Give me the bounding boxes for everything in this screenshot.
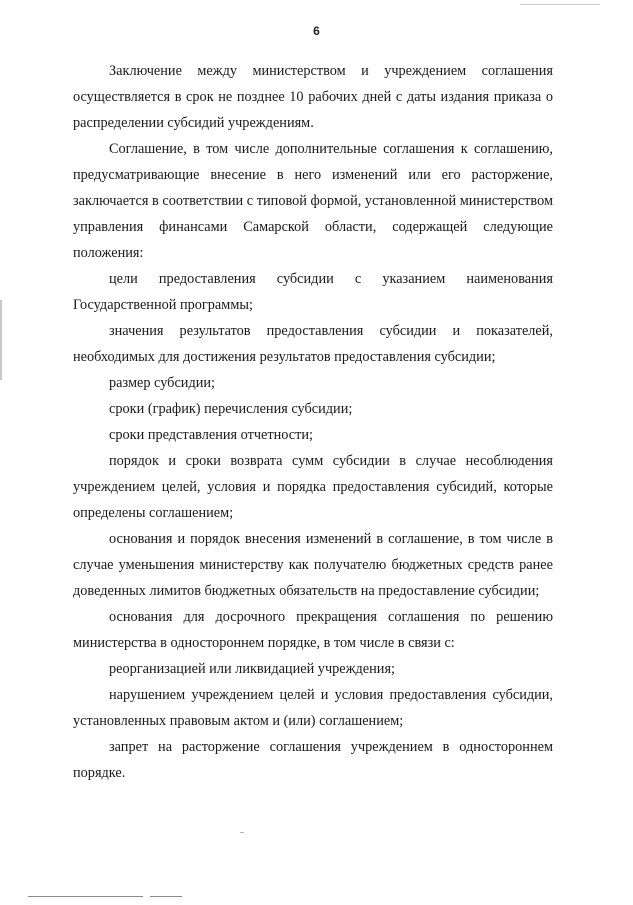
list-item-early-termination: основания для досрочного прекращения соглашения по решению министерства в одностороннем порядке, в том числе в связи с: xyxy=(73,609,553,651)
list-item-transfer-schedule: сроки (график) перечисления субсидии; xyxy=(109,401,353,417)
list-item-result-values: значения результатов предоставления субсидии и показателей, необходимых для достижения результатов предоставления субсидии; xyxy=(73,323,553,365)
list-item-violation: нарушением учреждением целей и условия предоставления субсидии, установленных правовым актом и (или) соглашением; xyxy=(73,687,553,729)
scan-artifact-bottom-mid xyxy=(150,896,182,897)
paragraph-agreement-form: Соглашение, в том числе дополнительные соглашения к соглашению, предусматривающие внесение в него изменений или его расторжение, заключается в соответствии с типовой формой, установленной министерством управления финансами Самарской области, содержащей следующие положения: xyxy=(73,141,553,261)
page-number: 6 xyxy=(313,24,320,38)
list-item-termination-ban: запрет на расторжение соглашения учреждением в одностороннем порядке. xyxy=(73,739,553,781)
list-item-subsidy-goals: цели предоставления субсидии с указанием наименования Государственной программы; xyxy=(73,271,553,313)
list-item-reporting-deadlines: сроки представления отчетности; xyxy=(109,427,314,443)
document-body xyxy=(73,58,553,786)
list-item-subsidy-amount: размер субсидии; xyxy=(109,375,215,391)
scan-artifact-dot xyxy=(240,832,244,833)
list-item-refund-procedure: порядок и сроки возврата сумм субсидии в случае несоблюдения учреждением целей, условия и порядка предоставления субсидий, которые определены соглашением; xyxy=(73,453,553,521)
list-item-reorganization: реорганизацией или ликвидацией учреждения; xyxy=(109,661,395,677)
list-item-amendment-grounds: основания и порядок внесения изменений в соглашение, в том числе в случае уменьшения министерству как получателю бюджетных средств ранее доведенных лимитов бюджетных обязательств на предоставление субсидии; xyxy=(73,531,553,599)
scan-artifact-top-right xyxy=(520,4,600,5)
scan-artifact-left-edge xyxy=(0,300,2,380)
scan-artifact-bottom-left xyxy=(28,896,143,897)
paragraph-agreement-deadline: Заключение между министерством и учреждением соглашения осуществляется в срок не позднее 10 рабочих дней с даты издания приказа о распределении субсидий учреждениям. xyxy=(73,63,553,131)
